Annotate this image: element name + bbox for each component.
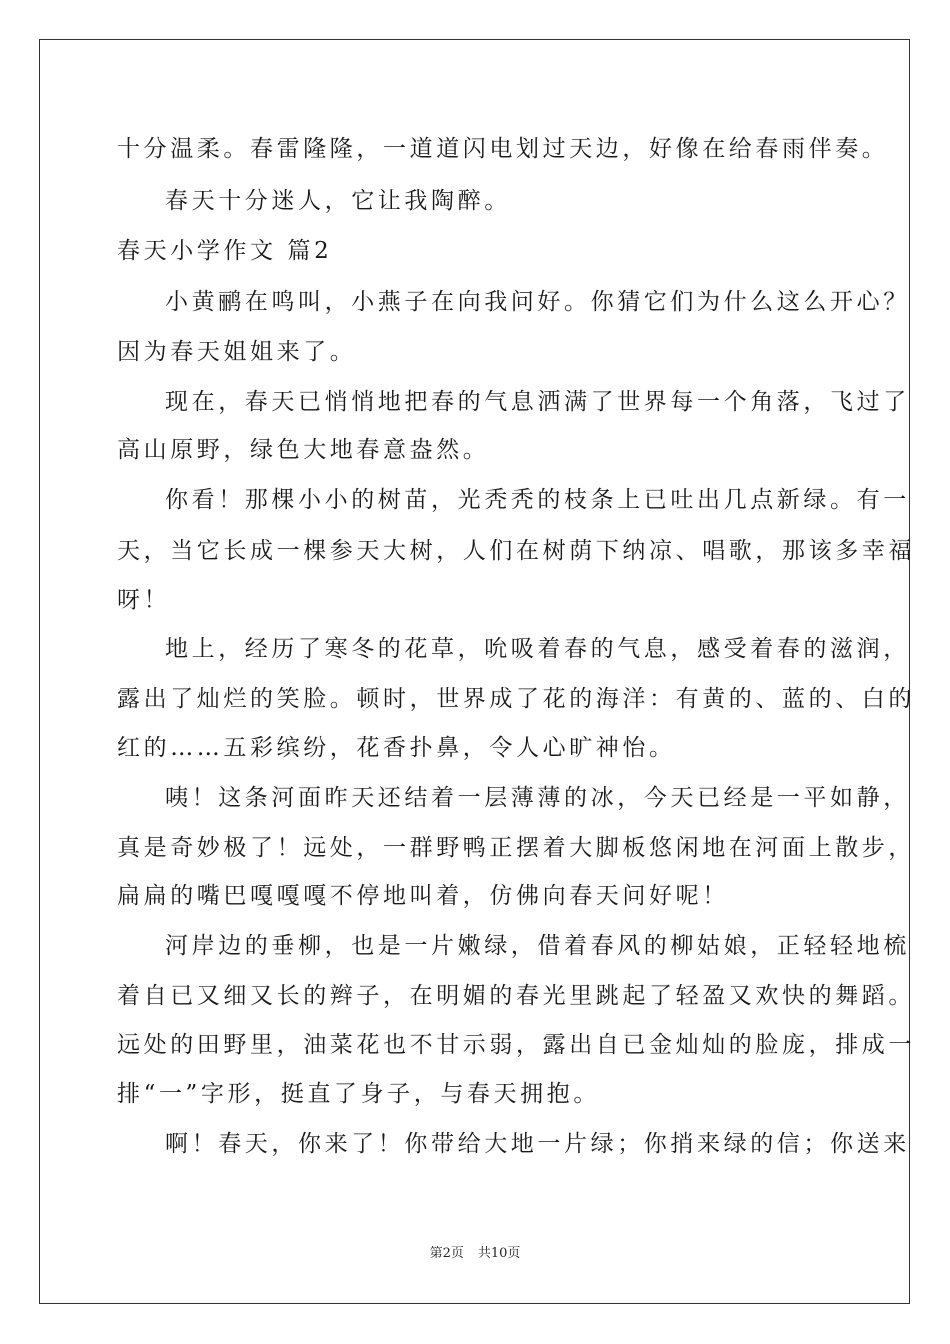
text-line: 天，当它长成一棵参天大树，人们在树荫下纳凉、唱歌，那该多幸福 <box>117 538 915 564</box>
text-line: 真是奇妙极了！远处，一群野鸭正摆着大脚板悠闲地在河面上散步， <box>117 835 915 861</box>
section-heading: 春天小学作文 篇2 <box>117 238 333 264</box>
page-footer <box>0 1246 950 1262</box>
text-line: 现在，春天已悄悄地把春的气息洒满了世界每一个角落，飞过了 <box>165 389 910 415</box>
text-line: 红的……五彩缤纷，花香扑鼻，令人心旷神怡。 <box>117 735 676 761</box>
text-line: 扁扁的嘴巴嘎嘎嘎不停地叫着，仿佛向春天问好呢！ <box>117 883 729 909</box>
text-line: 远处的田野里，油菜花也不甘示弱，露出自已金灿灿的脸庞，排成一 <box>117 1032 915 1058</box>
text-line: 啊！春天，你来了！你带给大地一片绿；你捎来绿的信；你送来 <box>165 1131 910 1157</box>
page-border <box>39 39 910 1304</box>
text-line: 呀！ <box>117 587 171 613</box>
text-line: 春天十分迷人，它让我陶醉。 <box>165 188 511 214</box>
text-line: 因为春天姐姐来了。 <box>117 339 357 365</box>
text-line: 咦！这条河面昨天还结着一层薄薄的冰，今天已经是一平如静， <box>165 785 910 811</box>
text-line: 十分温柔。春雷隆隆，一道道闪电划过天边，好像在给春雨伴奏。 <box>117 136 889 162</box>
text-line: 地上，经历了寒冬的花草，吮吸着春的气息，感受着春的滋润， <box>165 636 910 662</box>
text-line: 排“一”字形，挺直了身子，与春天拥抱。 <box>117 1081 600 1107</box>
page-number: 第2页 <box>429 1246 464 1261</box>
text-line: 小黄鹂在鸣叫，小燕子在向我问好。你猜它们为什么这么开心？ <box>165 289 910 315</box>
text-line: 露出了灿烂的笑脸。顿时，世界成了花的海洋：有黄的、蓝的、白的 <box>117 686 915 712</box>
text-line: 高山原野，绿色大地春意盎然。 <box>117 437 490 463</box>
text-line: 河岸边的垂柳，也是一片嫩绿，借着春风的柳姑娘，正轻轻地梳 <box>165 933 910 959</box>
text-line: 你看！那棵小小的树苗，光秃秃的枝条上已吐出几点新绿。有一 <box>165 487 910 513</box>
text-line: 着自已又细又长的辫子，在明媚的春光里跳起了轻盈又欢快的舞蹈。 <box>117 983 915 1009</box>
page-total: 共10页 <box>477 1246 521 1261</box>
